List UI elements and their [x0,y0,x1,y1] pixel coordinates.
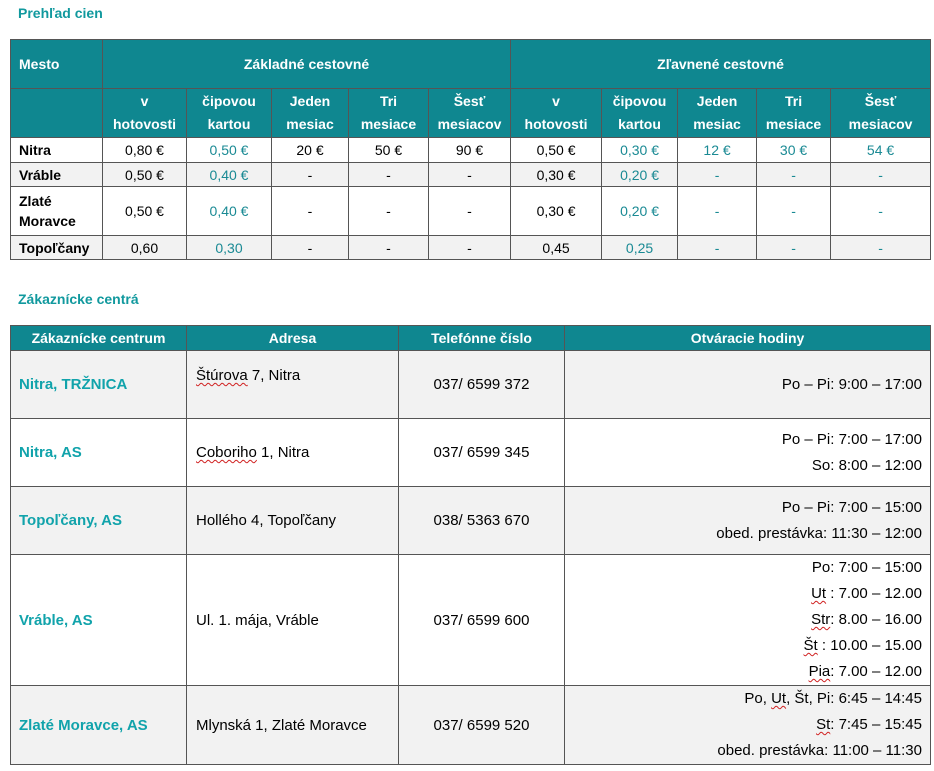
price-head-discount: Zľavnené cestovné [511,40,931,89]
price-row-city [11,187,103,236]
center-address: Hollého 4, Topoľčany [187,487,399,555]
price-subhead-0 [103,89,187,138]
price-cell: - [831,187,931,236]
centers-section-title: Zákaznícke centrá [18,291,139,307]
price-cell: 12 € [678,138,757,163]
price-subhead-line: Jeden [289,93,331,109]
price-subhead-line: kartou [207,116,251,132]
price-subhead-empty [11,89,103,138]
center-phone: 037/ 6599 372 [399,351,565,419]
centers-head-address: Adresa [187,326,399,351]
center-name: Nitra, AS [11,419,187,487]
center-hours [565,351,931,419]
price-cell: 0,50 € [103,163,187,187]
center-address: Štúrova 7, Nitra [187,351,399,419]
center-hours [565,487,931,555]
spellcheck-mark: Coboriho [196,444,257,461]
price-cell: 50 € [349,138,429,163]
price-subhead-line: mesiacov [848,116,913,132]
price-subhead-line: mesiace [360,116,417,132]
price-subhead-line: kartou [618,116,661,132]
center-hours-line: obed. prestávka: 11:30 – 12:00 [716,524,922,542]
price-subhead-row [11,89,931,138]
price-cell: 0,20 € [602,187,678,236]
centers-head-hours: Otváracie hodiny [565,326,931,351]
price-subhead-line: hotovosti [113,116,176,132]
price-subhead-6 [602,89,678,138]
price-cell: 0,30 € [511,187,602,236]
price-cell: 0,80 € [103,138,187,163]
price-cell: 90 € [429,138,511,163]
center-address: Coboriho 1, Nitra [187,419,399,487]
price-city-line: Moravce [19,213,76,229]
price-subhead-line: mesiac [286,116,334,132]
center-address: Mlynská 1, Zlaté Moravce [187,686,399,765]
center-hours [565,686,931,765]
price-subhead-line: Šesť [864,93,897,109]
price-subhead-4 [429,89,511,138]
price-subhead-line: Šesť [453,93,486,109]
price-row [11,187,931,236]
price-cell: - [349,163,429,187]
price-subhead-line: v [140,93,149,109]
price-row-city [11,236,103,260]
price-cell: 0,30 € [602,138,678,163]
spellcheck-mark: Pia [808,663,831,680]
price-table [10,39,931,260]
price-city-line: Topoľčany [19,239,90,256]
price-row [11,236,931,260]
center-hours-line: Str: 8.00 – 16.00 [811,611,922,628]
price-cell: - [429,163,511,187]
price-cell: - [678,236,757,260]
price-row-city [11,138,103,163]
prices-section-title: Prehľad cien [18,5,103,21]
price-cell: 0,20 € [602,163,678,187]
center-row [11,351,931,419]
center-hours-line: Po – Pi: 7:00 – 17:00 [781,430,922,448]
center-name: Topoľčany, AS [11,487,187,555]
price-cell: 0,30 [187,236,272,260]
price-subhead-8 [757,89,831,138]
price-subhead-2 [272,89,349,138]
price-cell: - [272,163,349,187]
price-cell: 0,50 € [103,187,187,236]
centers-table [10,325,931,765]
center-hours-line: Št : 10.00 – 15.00 [803,637,922,654]
spellcheck-mark: Št [803,637,818,654]
price-cell: 0,30 € [511,163,602,187]
price-subhead-9 [831,89,931,138]
center-hours-line: St: 7:45 – 15:45 [816,716,922,733]
spellcheck-mark: Ut [771,690,787,707]
center-hours-line: Po – Pi: 7:00 – 15:00 [781,498,922,516]
center-phone: 038/ 5363 670 [399,487,565,555]
center-name: Nitra, TRŽNICA [11,351,187,419]
price-subhead-line: mesiac [693,116,741,132]
center-hours-line: Ut : 7.00 – 12.00 [811,585,922,602]
price-subhead-line: čipovou [612,93,667,109]
centers-head-name: Zákaznícke centrum [11,326,187,351]
center-hours [565,555,931,686]
price-subhead-line: Tri [379,93,398,109]
price-cell: - [831,236,931,260]
price-subhead-line: čipovou [202,93,256,109]
price-cell: 20 € [272,138,349,163]
center-name: Zlaté Moravce, AS [11,686,187,765]
price-subhead-5 [511,89,602,138]
price-subhead-line: mesiace [765,116,822,132]
price-cell: - [757,236,831,260]
price-subhead-7 [678,89,757,138]
price-subhead-line: Tri [784,93,803,109]
price-cell: - [272,236,349,260]
price-row [11,138,931,163]
price-cell: - [757,163,831,187]
price-cell: - [831,163,931,187]
price-city-line: Nitra [19,142,51,158]
center-row [11,487,931,555]
price-cell: - [429,187,511,236]
center-hours [565,419,931,487]
price-cell: 30 € [757,138,831,163]
price-row [11,163,931,187]
price-cell: 0,50 € [511,138,602,163]
center-hours-line: Po, Ut, Št, Pi: 6:45 – 14:45 [744,690,922,707]
center-row [11,555,931,686]
price-cell: - [757,187,831,236]
price-cell: - [678,163,757,187]
price-cell: 0,45 [511,236,602,260]
centers-head-phone: Telefónne číslo [399,326,565,351]
spellcheck-mark: St [816,716,831,733]
price-head-basic: Základné cestovné [103,40,511,89]
price-head-city: Mesto [11,40,103,89]
price-cell: 0,40 € [187,187,272,236]
center-phone: 037/ 6599 345 [399,419,565,487]
price-subhead-3 [349,89,429,138]
center-phone: 037/ 6599 520 [399,686,565,765]
center-hours-line: Po – Pi: 9:00 – 17:00 [781,375,922,393]
center-hours-line: obed. prestávka: 11:00 – 11:30 [717,742,922,759]
center-address: Ul. 1. mája, Vráble [187,555,399,686]
price-cell: - [349,236,429,260]
price-cell: 0,40 € [187,163,272,187]
spellcheck-mark: Štúrova [196,367,248,384]
price-cell: - [429,236,511,260]
price-subhead-line: mesiacov [437,116,502,132]
price-cell: - [272,187,349,236]
center-phone: 037/ 6599 600 [399,555,565,686]
center-name: Vráble, AS [11,555,187,686]
center-hours-line: Pia: 7.00 – 12.00 [808,663,922,680]
price-city-line: Vráble [19,166,62,183]
price-subhead-line: Jeden [696,93,738,109]
center-row [11,686,931,765]
spellcheck-mark: Str [811,611,831,628]
price-subhead-1 [187,89,272,138]
price-row-city [11,163,103,187]
price-subhead-line: v [552,93,560,109]
price-cell: 54 € [831,138,931,163]
price-subhead-line: hotovosti [524,116,588,132]
price-cell: - [678,187,757,236]
spellcheck-mark: Ut [811,585,827,602]
price-city-line: Zlaté [19,193,52,209]
price-cell: - [349,187,429,236]
price-cell: 0,50 € [187,138,272,163]
price-cell: 0,60 [103,236,187,260]
price-cell: 0,25 [602,236,678,260]
center-hours-line: So: 8:00 – 12:00 [811,456,922,474]
center-hours-line: Po: 7:00 – 15:00 [811,559,922,576]
center-row [11,419,931,487]
